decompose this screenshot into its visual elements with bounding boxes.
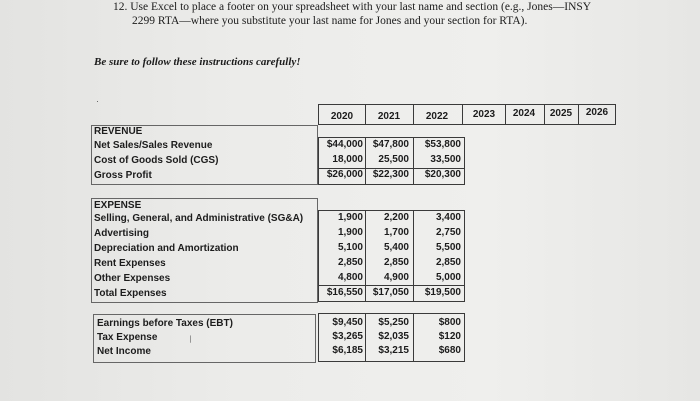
cell-value: $800 (438, 317, 461, 328)
row-label: Net Sales/Sales Revenue (94, 140, 213, 151)
cell-value: 4,800 (337, 272, 363, 283)
row-label: Tax Expense (97, 332, 158, 343)
row-label: Advertising (94, 228, 150, 239)
cell-value: 1,700 (383, 227, 409, 238)
cell-value: 5,000 (435, 272, 461, 283)
cell-value: $2,035 (378, 331, 409, 342)
cell-value: $19,500 (424, 287, 461, 298)
cell-value: $9,450 (332, 317, 363, 328)
row-label: Selling, General, and Administrative (SG&A) (94, 213, 304, 224)
instruction-line-1: 12. Use Excel to place a footer on your spreadsheet with your last name and section (e.g., Jones—INSY (113, 1, 592, 13)
cell-value: 25,500 (378, 154, 409, 165)
row-label: Total Expenses (94, 288, 167, 299)
pen-mark: · (96, 96, 99, 106)
cell-value: $680 (438, 345, 461, 356)
cell-value: 33,500 (430, 154, 461, 165)
instruction-note: Be sure to follow these instructions carefully! (94, 56, 301, 68)
cell-value: $120 (438, 331, 461, 342)
cell-value: $26,000 (326, 169, 363, 180)
year-2021: 2021 (377, 111, 401, 122)
cell-value: 2,850 (383, 257, 409, 268)
cell-value: $16,550 (326, 287, 363, 298)
year-2020: 2020 (330, 111, 354, 122)
cell-value: $17,050 (372, 287, 409, 298)
cell-value: $3,265 (332, 331, 363, 342)
cell-value: 1,900 (337, 212, 363, 223)
instruction-line-2: 2299 RTA—where you substitute your last name for Jones and your section for RTA). (132, 15, 528, 27)
cell-value: 5,100 (337, 242, 363, 253)
row-label: Earnings before Taxes (EBT) (97, 318, 233, 329)
pen-mark: ⁄ (187, 334, 194, 344)
cell-value: 2,850 (337, 257, 363, 268)
cell-value: $5,250 (378, 317, 409, 328)
cell-value: $6,185 (332, 345, 363, 356)
cell-value: $44,000 (326, 139, 363, 150)
cell-value: $22,300 (372, 169, 409, 180)
cell-value: $20,300 (424, 169, 461, 180)
cell-value: 1,900 (337, 227, 363, 238)
cell-value: 18,000 (332, 154, 363, 165)
cell-value: 5,400 (383, 242, 409, 253)
row-label: Gross Profit (94, 170, 152, 181)
row-label: Depreciation and Amortization (94, 243, 239, 254)
expense-header: EXPENSE (94, 200, 142, 211)
year-2025: 2025 (549, 108, 573, 119)
row-label: Rent Expenses (94, 258, 166, 269)
year-2022: 2022 (425, 111, 449, 122)
row-label: Cost of Goods Sold (CGS) (94, 155, 219, 166)
row-label: Other Expenses (94, 273, 171, 284)
cell-value: 3,400 (435, 212, 461, 223)
instruction-text (113, 0, 633, 28)
row-label: Net Income (97, 346, 151, 357)
year-2024: 2024 (512, 108, 536, 119)
cell-value: $3,215 (378, 345, 409, 356)
cell-value: 4,900 (383, 272, 409, 283)
year-2023: 2023 (472, 109, 496, 120)
cell-value: $47,800 (372, 139, 409, 150)
year-2026: 2026 (585, 107, 609, 118)
cell-value: 2,850 (435, 257, 461, 268)
cell-value: 2,200 (383, 212, 409, 223)
cell-value: 5,500 (435, 242, 461, 253)
cell-value: 2,750 (435, 227, 461, 238)
revenue-header: REVENUE (94, 126, 143, 137)
cell-value: $53,800 (424, 139, 461, 150)
